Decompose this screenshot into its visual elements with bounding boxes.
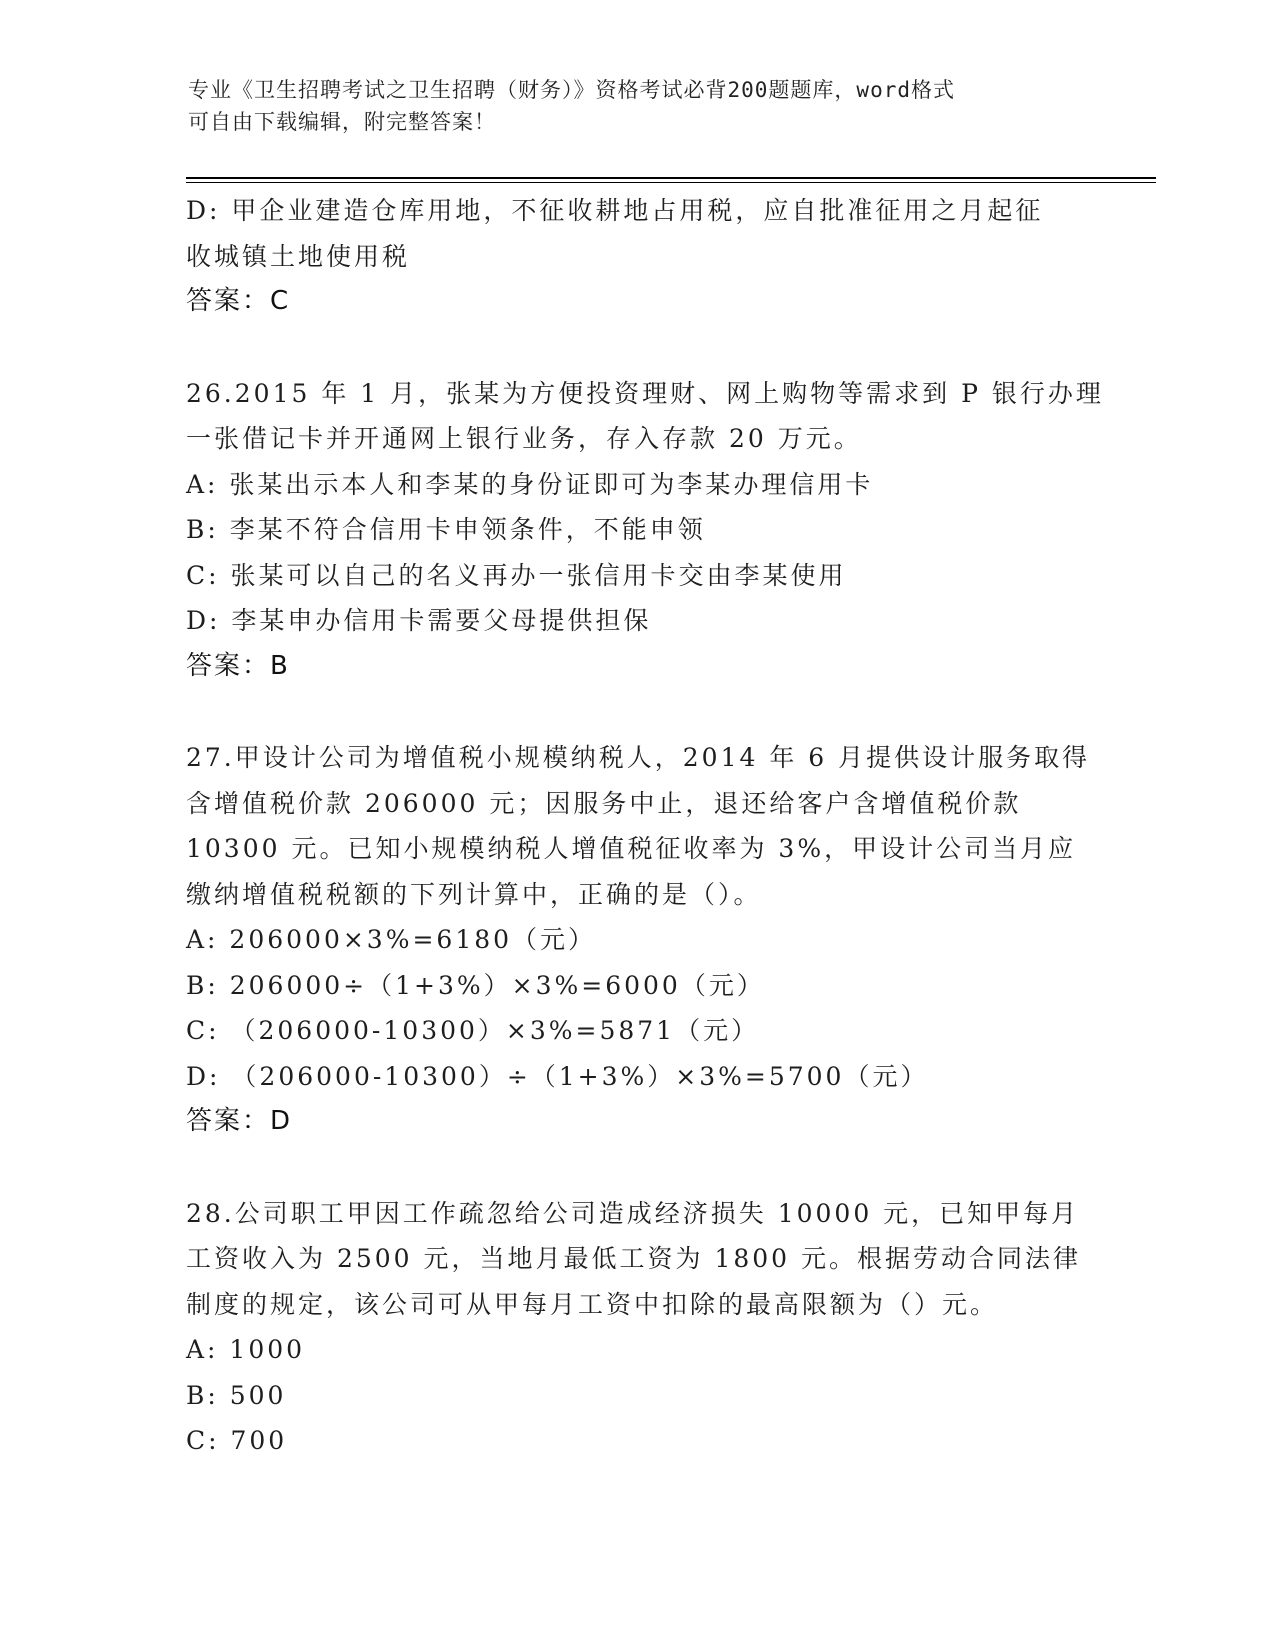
question-stem-line: 26.2015 年 1 月，张某为方便投资理财、网上购物等需求到 P 银行办理 [186,378,1104,408]
option-c: C: 张某可以自己的名义再办一张信用卡交由李某使用 [186,560,847,590]
spacer [186,325,1086,371]
option-c: C: 700 [186,1426,288,1455]
question-stem-line: 含增值税价款 206000 元；因服务中止，退还给客户含增值税价款 [186,788,1022,818]
answer-line: 答案：B [186,650,290,681]
question-stem-line: 一张借记卡并开通网上银行业务，存入存款 20 万元。 [186,424,862,453]
question-25-tail [186,188,1086,325]
option-d-line-2: 收城镇土地使用税 [186,241,411,271]
header-rule-thick [186,177,1156,179]
option-d-line-1: D: 甲企业建造仓库用地，不征收耕地占用税，应自批准征用之月起征 [186,196,1044,225]
option-b: B: 206000÷（1+3%）×3%=6000（元） [186,970,765,1000]
header-title-line-2: 可自由下载编辑，附完整答案！ [188,110,496,134]
question-26 [186,371,1104,690]
question-stem-line: 工资收入为 2500 元，当地月最低工资为 1800 元。根据劳动合同法律 [186,1244,1082,1273]
option-a: A: 1000 [186,1335,306,1364]
question-28 [186,1191,1086,1464]
header-rule-thin [186,182,1156,183]
option-b: B: 李某不符合信用卡申领条件，不能申领 [186,515,706,544]
answer-line: 答案：C [186,286,291,316]
option-d: D: 李某申办信用卡需要父母提供担保 [186,606,652,635]
option-a: A: 张某出示本人和李某的身份证即可为李某办理信用卡 [186,469,874,499]
option-a: A: 206000×3%=6180（元） [186,925,597,954]
document-header [188,74,1088,138]
question-27 [186,735,1091,1145]
answer-line: 答案：D [186,1106,293,1136]
question-stem-line: 10300 元。已知小规模纳税人增值税征收率为 3%，甲设计公司当月应 [186,834,1077,863]
question-stem-line: 28.公司职工甲因工作疏忽给公司造成经济损失 10000 元，已知甲每月 [186,1198,1080,1228]
option-d: D: （206000-10300）÷（1+3%）×3%=5700（元） [186,1061,929,1091]
header-title-line-1: 专业《卫生招聘考试之卫生招聘（财务）》资格考试必背200题题库，word格式 [188,78,955,102]
option-c: C: （206000-10300）×3%=5871（元） [186,1016,760,1045]
spacer [186,689,1086,735]
question-stem-line: 制度的规定，该公司可从甲每月工资中扣除的最高限额为（）元。 [186,1289,999,1319]
document-body [186,188,1104,1464]
spacer [186,1145,1086,1191]
option-b: B: 500 [186,1380,287,1410]
question-stem-line: 缴纳增值税税额的下列计算中，正确的是（）。 [186,879,762,909]
question-stem-line: 27.甲设计公司为增值税小规模纳税人，2014 年 6 月提供设计服务取得 [186,743,1091,772]
